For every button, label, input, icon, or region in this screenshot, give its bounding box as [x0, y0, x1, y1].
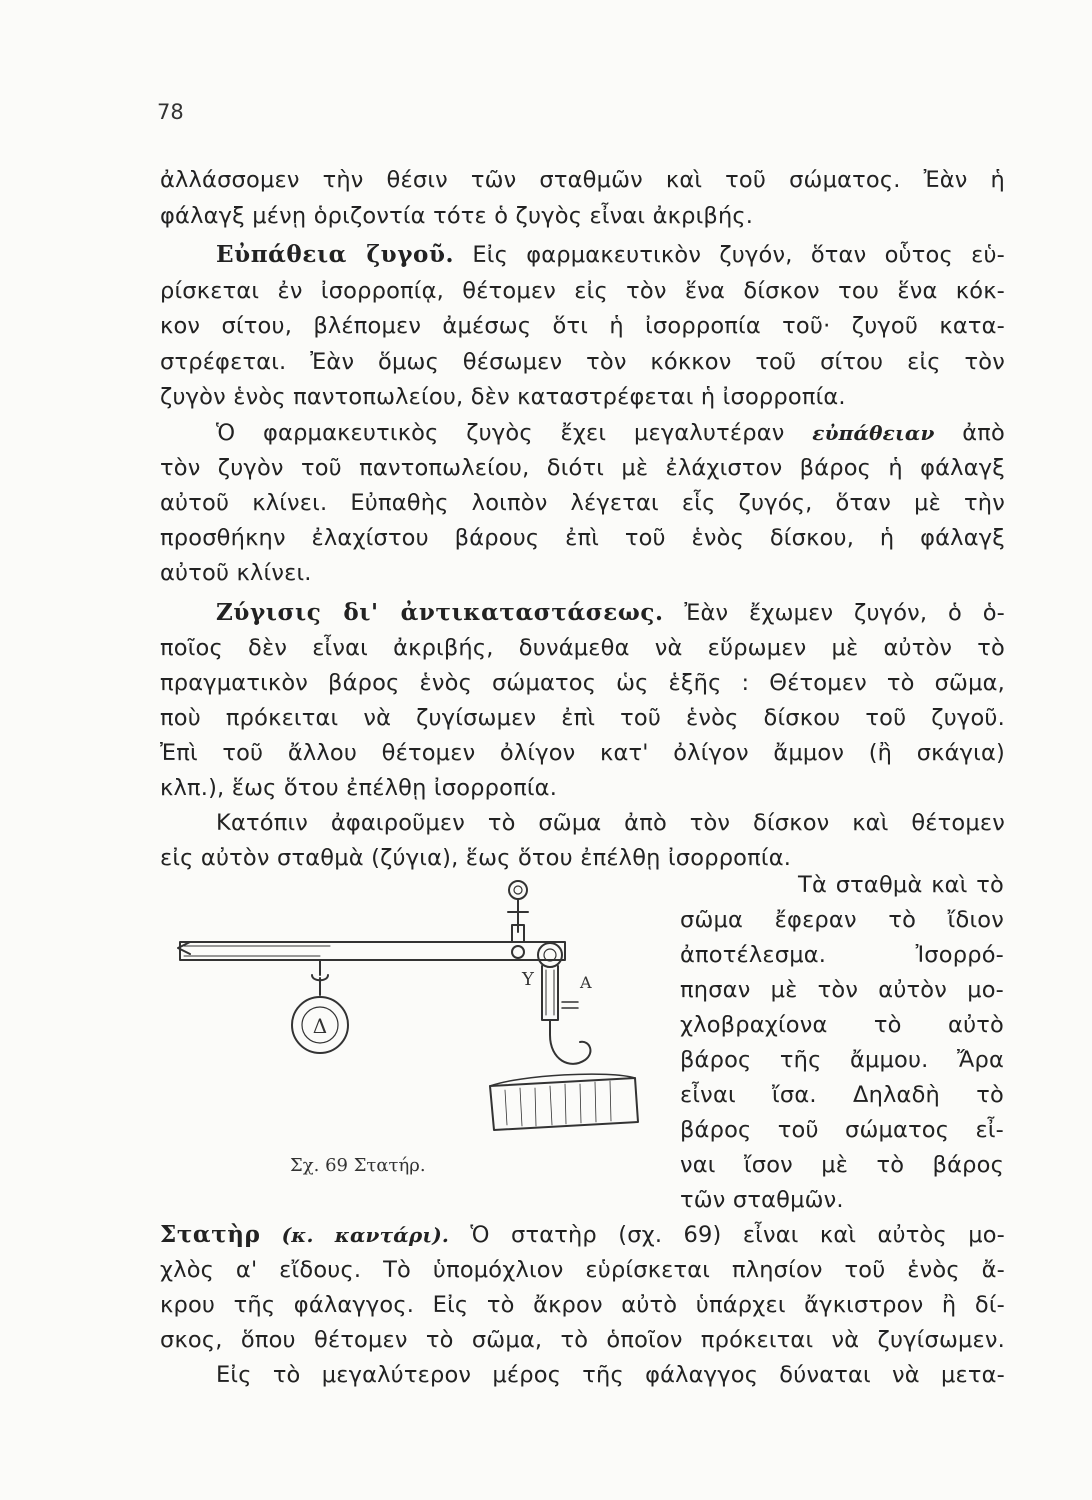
figure-caption: Σχ. 69 Στατήρ. [290, 1155, 426, 1176]
label-alpha: Α [580, 973, 592, 992]
text-span: Εἰς φαρμακευτικὸν ζυγόν, ὅταν οὗτος εὑ- [454, 242, 1005, 268]
text-line: φάλαγξ μένῃ ὁριζοντία τότε ὁ ζυγὸς εἶναι ἀκριβής. [160, 203, 754, 229]
text-span: Ἐὰν ἔχωμεν ζυγόν, ὁ ὁ- [663, 600, 1005, 626]
text-span: Ὁ φαρμακευτικὸς ζυγὸς ἔχει μεγαλυτέραν [216, 420, 813, 446]
text-line: ζυγὸν ἑνὸς παντοπωλείου, δὲν καταστρέφεται ἡ ἰσορροπία. [160, 384, 846, 410]
section-heading-stater: Στατὴρ [160, 1221, 261, 1248]
text-line: αὐτοῦ κλίνει. [160, 560, 312, 586]
steelyard-figure [170, 870, 660, 1160]
text-line: ἀλλάσσομεν τὴν θέσιν τῶν σταθμῶν καὶ τοῦ σώματος. Ἐὰν ἡ [160, 167, 1005, 193]
text-line: κλπ.), ἕως ὅτου ἐπέλθῃ ἰσορροπία. [160, 775, 558, 801]
text-line: ρίσκεται ἐν ἰσορροπίᾳ, θέτομεν εἰς τὸν ἕνα δίσκον του ἕνα κόκ- [160, 278, 1005, 304]
text-line: σκος, ὅπου θέτομεν τὸ σῶμα, τὸ ὁποῖον πρόκειται νὰ ζυγίσωμεν. [160, 1327, 1005, 1353]
section-heading-eupatheia: Εὐπάθεια ζυγοῦ. [216, 241, 455, 268]
text-line: εἰς αὐτὸν σταθμὰ (ζύγια), ἕως ὅτου ἐπέλθῃ ἰσορροπία. [160, 845, 792, 871]
text-line: Τὰ σταθμὰ καὶ τὸ [798, 872, 1004, 898]
text-line [160, 598, 1005, 628]
text-line: βάρος τῆς ἄμμου. Ἄρα [680, 1047, 1004, 1073]
text-span: Ὁ στατὴρ (σχ. 69) εἶναι καὶ αὐτὸς μο- [449, 1222, 1005, 1248]
text-line: τὸν ζυγὸν τοῦ παντοπωλείου, διότι μὲ ἐλάχιστον βάρος ἡ φάλαγξ [160, 455, 1005, 481]
beam [180, 942, 565, 960]
section-heading-zygisis: Ζύγισις δι' ἀντικαταστάσεως. [216, 599, 664, 626]
text-line: κον σίτου, βλέπομεν ἀμέσως ὅτι ἡ ἰσορροπία τοῦ· ζυγοῦ κατα- [160, 313, 1005, 339]
text-line: πραγματικὸν βάρος ἑνὸς σώματος ὡς ἑξῆς : Θέτομεν τὸ σῶμα, [160, 670, 1005, 696]
top-ring [509, 881, 527, 899]
text-line: κρου τῆς φάλαγγος. Εἰς τὸ ἄκρον αὐτὸ ὑπάρχει ἄγκιστρον ἢ δί- [160, 1292, 1005, 1318]
load-block [490, 1078, 638, 1130]
text-line: εἶναι ἴσα. Δηλαδὴ τὸ [680, 1082, 1004, 1108]
text-line: Κατόπιν ἀφαιροῦμεν τὸ σῶμα ἀπὸ τὸν δίσκον καὶ θέτομεν [216, 810, 1005, 836]
page-number: 78 [157, 100, 184, 124]
text-line: αὐτοῦ κλίνει. Εὐπαθὴς λοιπὸν λέγεται εἷς ζυγός, ὅταν μὲ τὴν [160, 490, 1005, 516]
weight-mark: Δ [312, 1014, 328, 1038]
text-line: σῶμα ἔφεραν τὸ ἴδιον [680, 907, 1004, 933]
text-span: ἀπὸ [934, 420, 1005, 446]
text-line: ἀποτέλεσμα. Ἰσορρό- [680, 942, 1004, 968]
text-line: πησαν μὲ τὸν αὐτὸν μο- [680, 977, 1004, 1003]
text-line: ποῖος δὲν εἶναι ἀκριβής, δυνάμεθα νὰ εὕρωμεν μὲ αὐτὸν τὸ [160, 635, 1005, 661]
emphasis-term: εὐπάθειαν [812, 421, 935, 445]
text-line: βάρος τοῦ σώματος εἶ- [680, 1117, 1004, 1143]
text-line: ναι ἴσον μὲ τὸ βάρος [680, 1152, 1004, 1178]
text-line: τῶν σταθμῶν. [680, 1187, 844, 1213]
label-upsilon: Υ [522, 969, 534, 990]
text-line: χλὸς α' εἴδους. Τὸ ὑπομόχλιον εὑρίσκεται πλησίον τοῦ ἑνὸς ἄ- [160, 1257, 1005, 1283]
fulcrum-pivot [512, 946, 524, 958]
text-line [160, 1220, 1005, 1250]
hook [550, 1020, 590, 1064]
section-subheading: (κ. καντάρι). [260, 1223, 450, 1247]
text-line: χλοβραχίονα τὸ αὐτὸ [680, 1012, 1004, 1038]
text-line [160, 240, 1005, 270]
text-line: προσθήκην ἐλαχίστου βάρους ἐπὶ τοῦ ἑνὸς δίσκου, ἡ φάλαγξ [160, 525, 1005, 551]
text-line: ποὺ πρόκειται νὰ ζυγίσωμεν ἐπὶ τοῦ ἑνὸς δίσκου τοῦ ζυγοῦ. [160, 705, 1005, 731]
text-line [160, 418, 1005, 448]
text-line: στρέφεται. Ἐὰν ὅμως θέσωμεν τὸν κόκκον τοῦ σίτου εἰς τὸν [160, 349, 1005, 375]
text-line: Ἐπὶ τοῦ ἄλλου θέτομεν ὀλίγον κατ' ὀλίγον ἄμμον (ἢ σκάγια) [160, 740, 1005, 766]
text-line: Εἰς τὸ μεγαλύτερον μέρος τῆς φάλαγγος δύναται νὰ μετα- [216, 1362, 1005, 1388]
